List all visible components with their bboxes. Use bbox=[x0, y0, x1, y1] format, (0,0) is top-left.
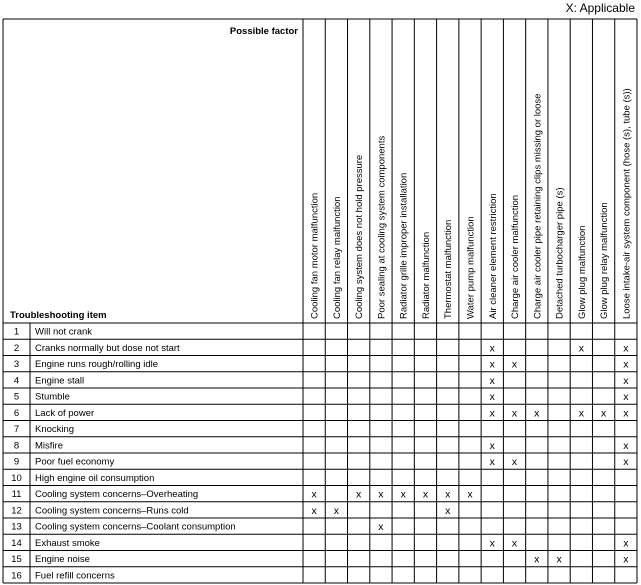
applicable-mark: x bbox=[511, 358, 518, 371]
troubleshooting-item: Lack of power bbox=[35, 407, 95, 419]
applicable-mark: x bbox=[467, 488, 473, 501]
applicable-mark: x bbox=[356, 488, 362, 501]
legend: X: Applicable bbox=[565, 1, 635, 15]
row-number: 7 bbox=[13, 424, 20, 436]
table-row bbox=[14, 456, 629, 468]
applicable-mark: x bbox=[489, 407, 495, 420]
table-row bbox=[14, 359, 629, 371]
applicable-mark: x bbox=[400, 488, 406, 501]
troubleshooting-item: Engine noise bbox=[35, 554, 90, 566]
table-row bbox=[14, 407, 629, 419]
troubleshooting-item: Cranks normally but dose not start bbox=[35, 342, 180, 354]
applicable-mark: x bbox=[623, 342, 629, 355]
applicable-mark: x bbox=[489, 537, 495, 550]
factor-label: Cooling fan relay malfunction bbox=[331, 196, 343, 319]
factor-label: Cooling fan motor malfunction bbox=[309, 192, 321, 319]
applicable-mark: x bbox=[489, 439, 495, 452]
factor-labels bbox=[310, 88, 633, 319]
table-row bbox=[14, 327, 92, 338]
table-row bbox=[12, 489, 474, 501]
table-row bbox=[14, 424, 74, 435]
troubleshooting-item: Engine runs rough/rolling idle bbox=[35, 359, 159, 371]
applicable-mark: x bbox=[578, 342, 584, 355]
factor-label: Loose intake-air system component (hose (s), tube (s)) bbox=[621, 88, 633, 319]
factor-label: Detached turbocharger pipe (s) bbox=[554, 187, 566, 319]
applicable-mark: x bbox=[623, 537, 629, 550]
applicable-mark: x bbox=[311, 488, 317, 501]
applicable-mark: x bbox=[623, 374, 629, 387]
applicable-mark: x bbox=[534, 553, 540, 566]
row-number: 14 bbox=[11, 537, 22, 549]
applicable-mark: x bbox=[378, 521, 384, 534]
table-row bbox=[14, 440, 629, 452]
troubleshooting-item: Exhaust smoke bbox=[35, 537, 100, 549]
row-number: 13 bbox=[11, 521, 22, 533]
troubleshooting-item-header: Troubleshooting item bbox=[10, 310, 107, 321]
troubleshooting-item: Engine stall bbox=[35, 375, 85, 387]
applicable-mark: x bbox=[578, 407, 584, 420]
row-number: 1 bbox=[13, 326, 20, 338]
factor-label: Cooling system does not hold pressure bbox=[354, 154, 366, 319]
applicable-mark: x bbox=[311, 504, 317, 517]
table-row bbox=[11, 537, 629, 549]
row-number: 5 bbox=[13, 391, 20, 403]
row-number: 2 bbox=[13, 342, 20, 354]
table-row bbox=[11, 521, 384, 533]
applicable-mark: x bbox=[600, 407, 607, 420]
troubleshooting-item: Stumble bbox=[35, 391, 70, 403]
troubleshooting-item: Poor fuel economy bbox=[35, 456, 115, 468]
table-row bbox=[11, 554, 629, 566]
applicable-mark: x bbox=[489, 342, 495, 355]
factor-label: Poor sealing at cooling system components bbox=[376, 135, 388, 319]
row-number: 6 bbox=[13, 407, 20, 419]
applicable-mark: x bbox=[511, 407, 518, 420]
applicable-mark: x bbox=[489, 391, 495, 404]
troubleshooting-item: Cooling system concerns–Coolant consumption bbox=[35, 521, 236, 533]
applicable-mark: x bbox=[489, 374, 495, 387]
applicable-mark: x bbox=[623, 439, 629, 452]
troubleshooting-item: Misfire bbox=[35, 440, 63, 452]
row-number: 15 bbox=[11, 554, 22, 566]
applicable-mark: x bbox=[378, 488, 384, 501]
row-number: 10 bbox=[11, 472, 22, 484]
row-number: 11 bbox=[11, 489, 22, 501]
factor-label: Glow plug malfunction bbox=[576, 225, 588, 319]
factor-label: Thermostat malfunction bbox=[443, 219, 455, 319]
factor-label: Radiator malfunction bbox=[420, 231, 432, 319]
applicable-mark: x bbox=[333, 504, 340, 517]
table-row bbox=[11, 505, 451, 517]
applicable-mark: x bbox=[445, 504, 451, 517]
applicable-mark: x bbox=[623, 407, 629, 420]
applicable-mark: x bbox=[556, 553, 562, 566]
table-rows bbox=[11, 327, 629, 582]
troubleshooting-item: Fuel refill concerns bbox=[35, 570, 115, 582]
row-number: 9 bbox=[13, 456, 20, 468]
row-number: 16 bbox=[11, 570, 22, 582]
factor-label: Charge air cooler pipe retaining clips missing or loose bbox=[532, 93, 544, 319]
troubleshooting-item: Will not crank bbox=[35, 326, 93, 338]
applicable-mark: x bbox=[489, 358, 495, 371]
factor-label: Charge air cooler malfunction bbox=[510, 194, 522, 319]
applicable-mark: x bbox=[623, 456, 629, 469]
table-row bbox=[14, 375, 629, 387]
applicable-mark: x bbox=[489, 456, 495, 469]
factor-label: Glow plug relay malfunction bbox=[599, 202, 611, 319]
applicable-mark: x bbox=[422, 488, 429, 501]
applicable-mark: x bbox=[511, 456, 518, 469]
row-number: 4 bbox=[13, 375, 20, 387]
factor-label: Water pump malfunction bbox=[465, 216, 477, 319]
applicable-mark: x bbox=[445, 488, 451, 501]
troubleshooting-item: Knocking bbox=[35, 424, 75, 436]
table-row bbox=[11, 570, 115, 581]
row-number: 8 bbox=[13, 440, 20, 452]
troubleshooting-item: Cooling system concerns–Runs cold bbox=[35, 505, 189, 517]
applicable-mark: x bbox=[623, 391, 629, 404]
applicable-mark: x bbox=[623, 358, 629, 371]
troubleshooting-item: High engine oil consumption bbox=[35, 472, 155, 484]
factor-label: Radiator grille improper installation bbox=[398, 172, 410, 319]
troubleshooting-item: Cooling system concerns–Overheating bbox=[35, 489, 199, 501]
applicable-mark: x bbox=[534, 407, 540, 420]
table-row bbox=[14, 342, 629, 354]
row-number: 3 bbox=[13, 359, 20, 371]
table-row bbox=[14, 391, 629, 403]
applicable-mark: x bbox=[511, 537, 518, 550]
applicable-mark: x bbox=[623, 553, 629, 566]
row-number: 12 bbox=[11, 505, 22, 517]
factor-label: Air cleaner element restriction bbox=[487, 193, 499, 319]
table-row bbox=[11, 473, 154, 484]
possible-factor-header: Possible factor bbox=[229, 26, 298, 37]
